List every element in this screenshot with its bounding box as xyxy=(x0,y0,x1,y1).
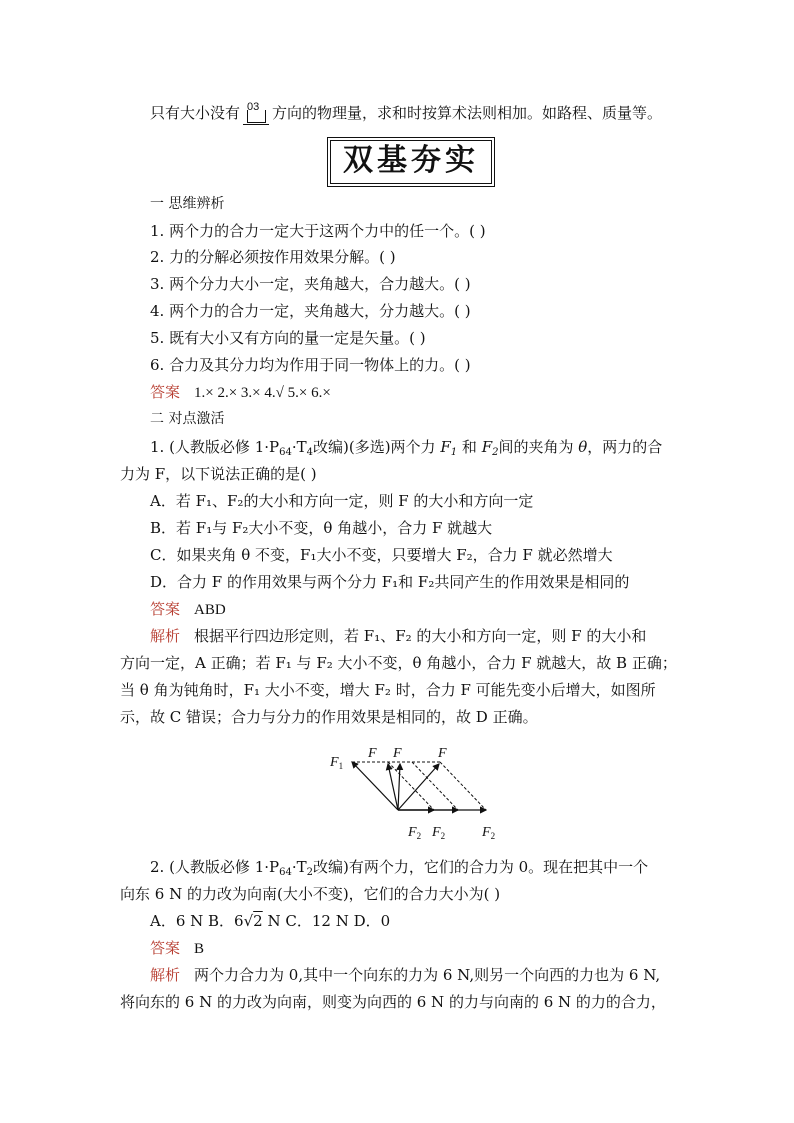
q2-options xyxy=(150,910,390,932)
sqrt-value: 2 xyxy=(253,912,263,930)
vector-F-b xyxy=(398,764,400,810)
q1-sub-b: 4 xyxy=(306,447,313,458)
fill-blank xyxy=(243,102,269,125)
q1-text-f: ，两力的合 xyxy=(587,438,663,456)
s1-item-6: 6. 合力及其分力均为作用于同一物体上的力。( ) xyxy=(150,356,471,374)
dashed-side-c xyxy=(440,762,486,810)
sqrt-sign: √ xyxy=(243,912,254,930)
s1-item-3: 3. 两个分力大小一定，夹角越大，合力越大。( ) xyxy=(150,275,471,293)
var-F2: $F_2$ xyxy=(481,438,499,458)
blank-number: 03 xyxy=(247,101,260,113)
s1-item-4: 4. 两个力的合力一定，夹角越大，分力越大。( ) xyxy=(150,302,471,320)
intro-line xyxy=(150,102,662,125)
q2-sub-b: 2 xyxy=(306,867,313,878)
q1-text-e: 间的夹角为 xyxy=(498,438,579,456)
q1-line2: 力为 F，以下说法正确的是( ) xyxy=(120,465,317,483)
jiexi-text: 根据平行四边形定则，若 F₁、F₂ 的大小和方向一定，则 F 的大小和 xyxy=(194,627,647,645)
q1-jiexi-line4: 示，故 C 错误；合力与分力的作用效果是相同的，故 D 正确。 xyxy=(120,708,538,726)
intro-after: 方向的物理量，求和时按算术法则相加。如路程、质量等。 xyxy=(272,104,663,122)
var-F1: $F_1$ xyxy=(440,438,458,458)
answer-label: 答案 xyxy=(150,383,181,401)
q1-jiexi-line3: 当 θ 角为钝角时，F₁ 大小不变，增大 F₂ 时，合力 F 可能先变小后增大，如图所 xyxy=(120,681,656,699)
q1-answer-line xyxy=(150,598,226,621)
q1-option-d: D．合力 F 的作用效果与两个分力 F₁和 F₂共同产生的作用效果是相同的 xyxy=(150,573,630,591)
jiexi-label: 解析 xyxy=(150,627,181,645)
q1-text-d: 和 xyxy=(461,438,482,456)
force-parallelogram-figure xyxy=(318,738,518,848)
vector-F-c xyxy=(398,764,439,810)
q1-option-c: C．如果夹角 θ 不变，F₁大小不变，只要增大 F₂，合力 F 就必然增大 xyxy=(150,546,613,564)
q2-line2: 向东 6 N 的力改为向南(大小不变)，它们的合力大小为( ) xyxy=(120,885,501,903)
q2-options-a: A．6 N B．6 xyxy=(150,912,244,930)
q2-options-b: N C．12 N D．0 xyxy=(262,912,391,930)
section1-title: 一 思维辨析 xyxy=(150,196,225,212)
jiexi-label: 解析 xyxy=(150,966,181,984)
q2-source-b: ·T xyxy=(291,858,307,876)
answer-value: B xyxy=(194,941,205,957)
q1-sub-a: 64 xyxy=(279,447,292,458)
s1-item-1: 1. 两个力的合力一定大于这两个力中的任一个。( ) xyxy=(150,222,486,240)
q2-source-a: 2. (人教版必修 1·P xyxy=(150,858,280,876)
q1-text-c: 改编)(多选)两个力 xyxy=(313,438,441,456)
var-theta: θ xyxy=(578,438,588,456)
label-F-top-1: F xyxy=(368,746,377,761)
intro-before: 只有大小没有 xyxy=(150,104,241,122)
label-F2-2: $F_2$ xyxy=(432,825,446,841)
s1-answer-line xyxy=(150,381,331,404)
label-F-top-3: F xyxy=(438,746,447,761)
q1-jiexi-line1 xyxy=(150,625,646,647)
label-F2-1: $F_2$ xyxy=(408,825,422,841)
dashed-side-a xyxy=(388,762,434,810)
jiexi-text: 两个力合力为 0,其中一个向东的力为 6 N,则另一个向西的力也为 6 N, xyxy=(194,966,661,984)
q1-jiexi-line2: 方向一定，A 正确；若 F₁ 与 F₂ 大小不变，θ 角越小，合力 F 就越大，故 B 正确； xyxy=(120,654,677,672)
q2-sub-a: 64 xyxy=(279,867,292,878)
q1-source-b: ·T xyxy=(291,438,307,456)
q2-jiexi-line2: 将向东的 6 N 的力改为向南，则变为向西的 6 N 的力与向南的 6 N 的力的合力， xyxy=(120,993,666,1011)
q1-option-a: A．若 F₁、F₂的大小和方向一定，则 F 的大小和方向一定 xyxy=(150,492,534,510)
q2-text-c: 改编)有两个力，它们的合力为 0。现在把其中一个 xyxy=(313,858,649,876)
label-F-top-2: F xyxy=(393,746,402,761)
s1-item-5: 5. 既有大小又有方向的量一定是矢量。( ) xyxy=(150,329,426,347)
section2-title: 二 对点激活 xyxy=(150,411,225,427)
s1-item-2: 2. 力的分解必须按作用效果分解。( ) xyxy=(150,248,396,266)
answer-label: 答案 xyxy=(150,939,181,957)
blank-box xyxy=(247,110,266,123)
label-F1: $F_1$ xyxy=(330,755,344,771)
q2-line1 xyxy=(150,856,648,878)
q1-source-a: 1. (人教版必修 1·P xyxy=(150,438,280,456)
q1-option-b: B．若 F₁与 F₂大小不变，θ 角越小，合力 F 就越大 xyxy=(150,519,493,537)
label-F2-3: $F_2$ xyxy=(482,825,496,841)
vector-F1 xyxy=(352,762,398,810)
answer-label: 答案 xyxy=(150,600,181,618)
answer-value: ABD xyxy=(194,602,226,618)
answer-value: 1.× 2.× 3.× 4.√ 5.× 6.× xyxy=(194,385,331,401)
q2-jiexi-line1 xyxy=(150,964,660,986)
figure-svg xyxy=(318,738,518,848)
q2-answer-line xyxy=(150,937,204,960)
q1-line1 xyxy=(150,436,662,458)
banner-title: 双基夯实 xyxy=(330,140,492,184)
section-banner xyxy=(327,137,495,187)
